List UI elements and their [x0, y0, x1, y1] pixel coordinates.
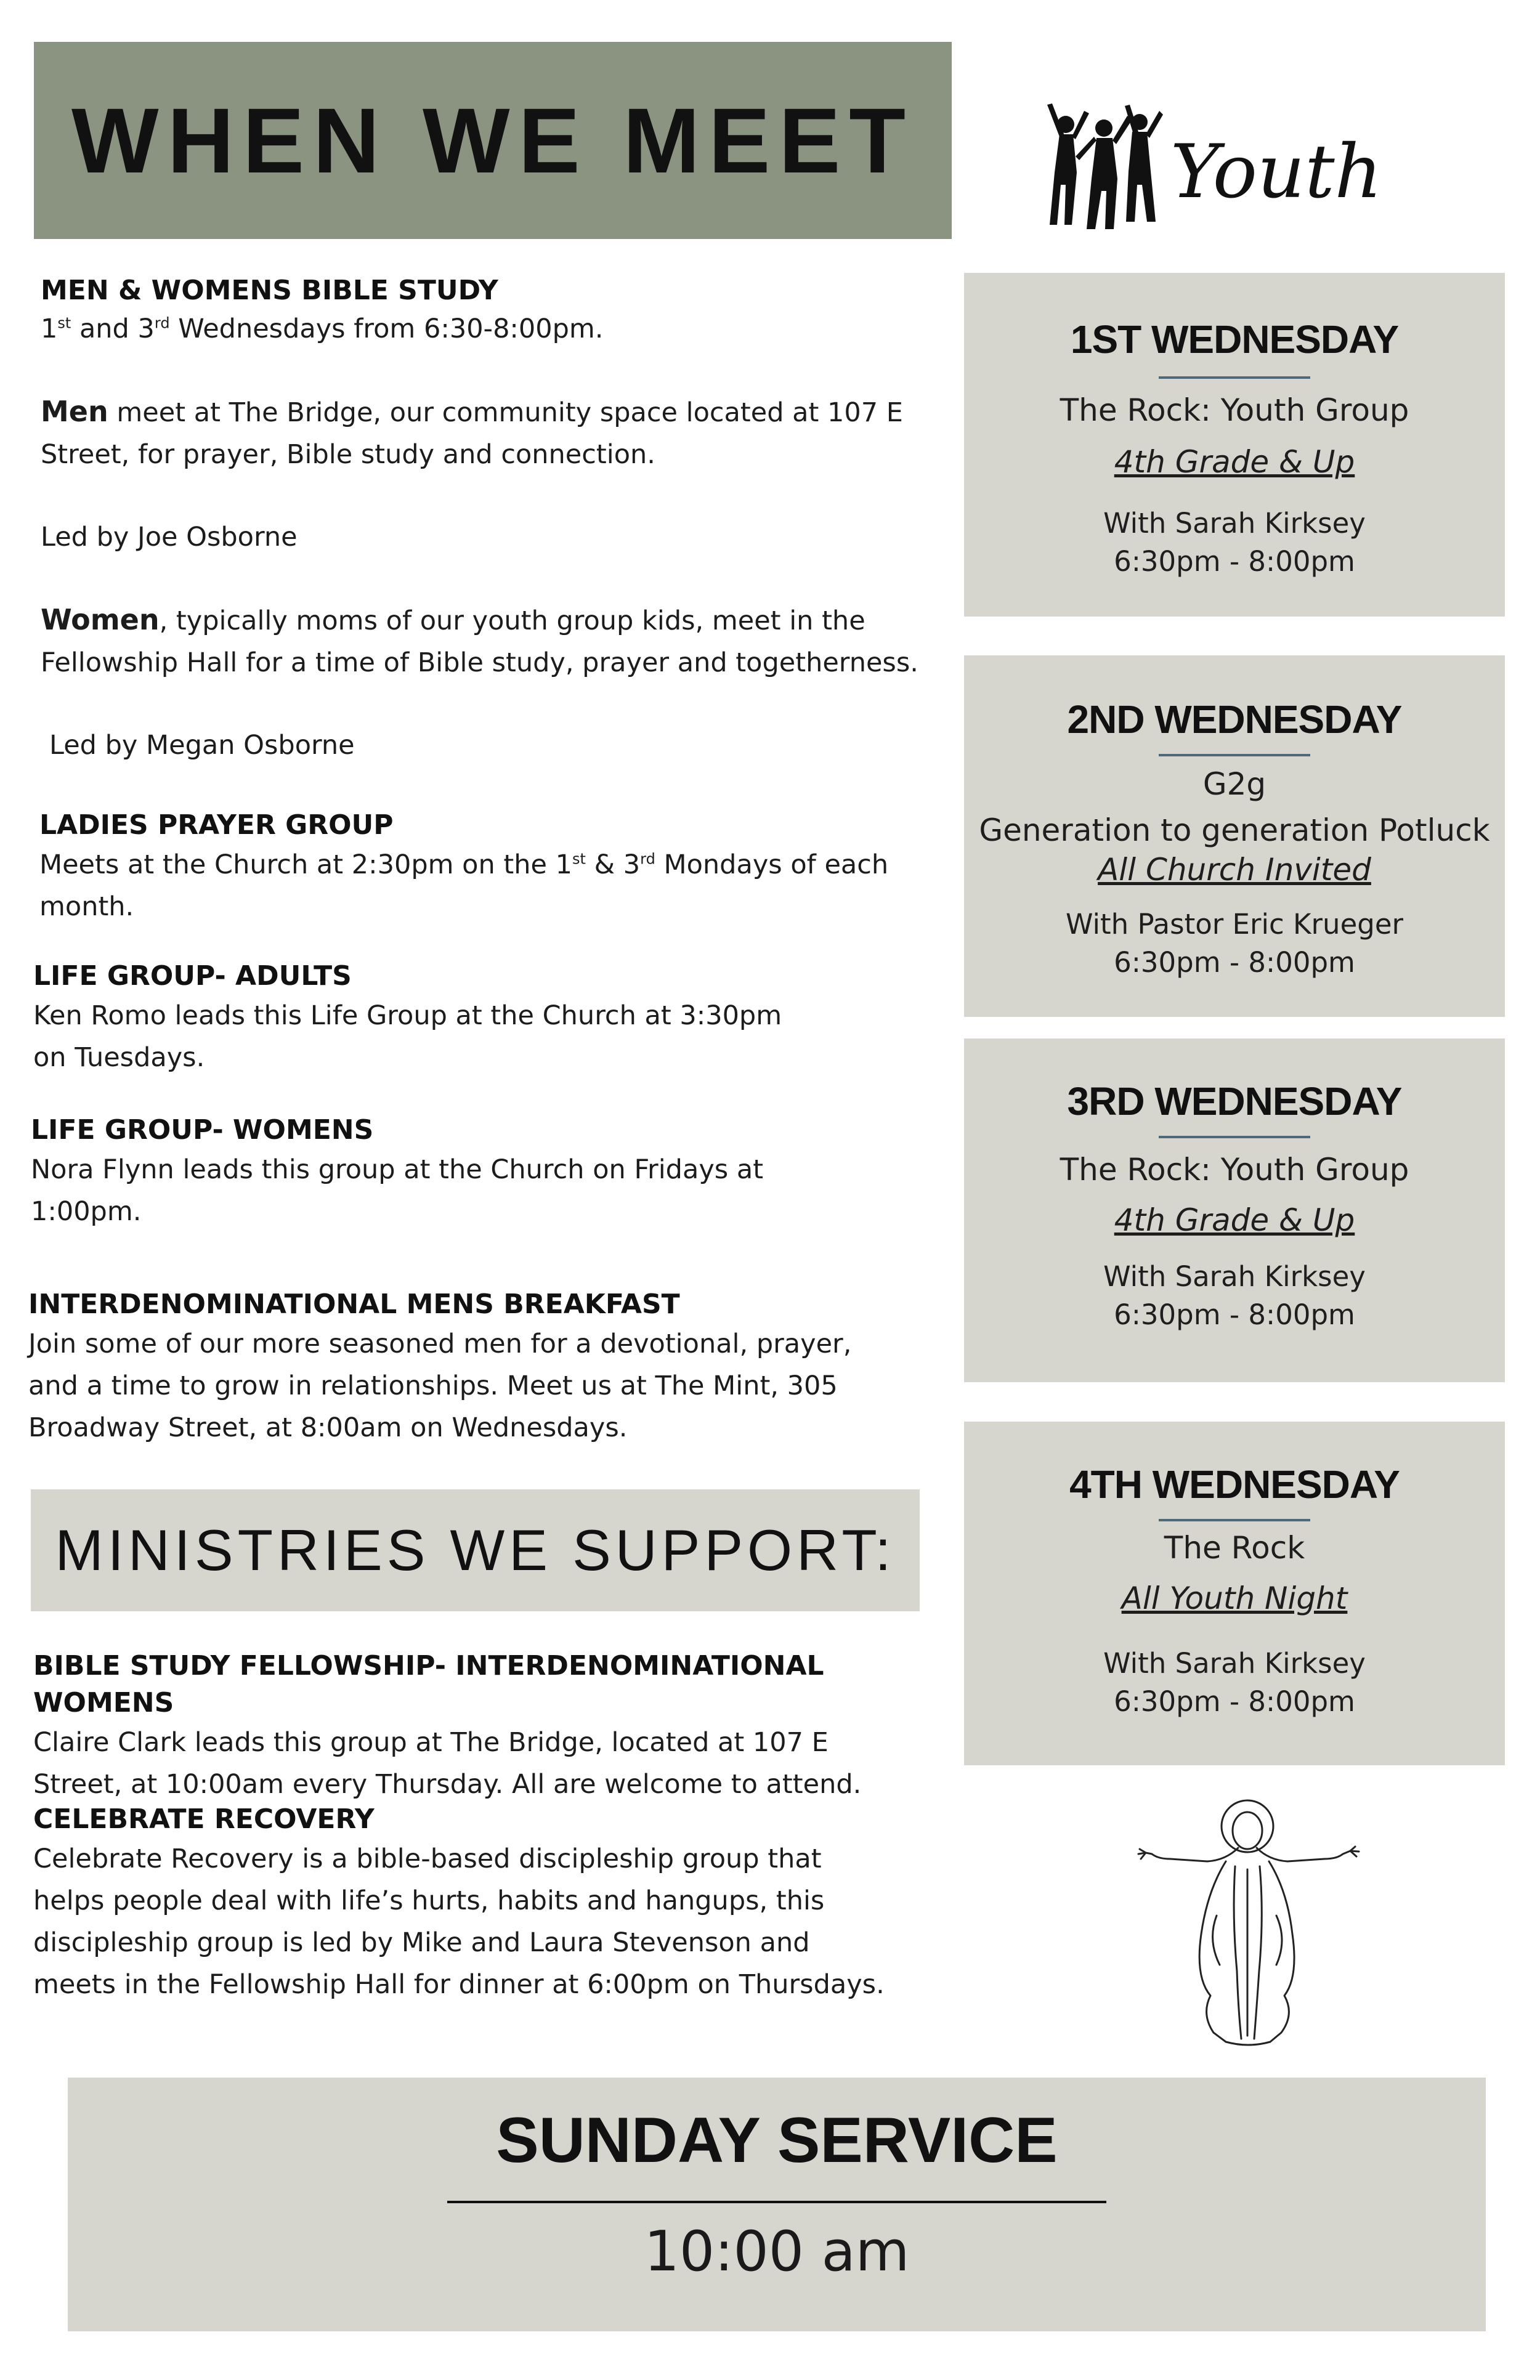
card-line: The Rock: Youth Group [1060, 1152, 1409, 1188]
section-title: LADIES PRAYER GROUP [39, 809, 394, 841]
section-text: Claire Clark leads this group at The Bridge, located at 107 E Street, at 10:00am every Thursday. All are welcome to attend. [33, 1727, 862, 1800]
card-line: The Rock: Youth Group [1060, 392, 1409, 428]
card-title: 3RD WEDNESDAY [1067, 1079, 1402, 1123]
section-title: LIFE GROUP- WOMENS [31, 1114, 374, 1146]
men-description: Men meet at The Bridge, our community space located at 107 E Street, for prayer, Bible study and connection. [41, 395, 903, 470]
section-title: BIBLE STUDY FELLOWSHIP- INTERDENOMINATIONAL WOMENS [33, 1650, 824, 1718]
ministries-title: MINISTRIES WE SUPPORT: [55, 1518, 896, 1582]
section-title: INTERDENOMINATIONAL MENS BREAKFAST [28, 1289, 680, 1320]
page-title: WHEN WE MEET [71, 88, 914, 192]
jumping-people-icon [1041, 99, 1164, 234]
youth-script-word: Youth [1170, 129, 1382, 215]
wednesday-card-1 [964, 273, 1505, 617]
card-leader: With Sarah Kirksey [1103, 507, 1366, 540]
when-we-meet-banner [34, 42, 952, 239]
card-audience: 4th Grade & Up [1114, 1202, 1355, 1238]
mens-breakfast-section [28, 1286, 878, 1449]
wednesday-card-4 [964, 1422, 1505, 1765]
card-audience: 4th Grade & Up [1114, 444, 1355, 480]
wednesday-card-3 [964, 1038, 1505, 1382]
men-leader: Led by Joe Osborne [41, 522, 298, 552]
mens-womens-section [41, 272, 922, 766]
card-line: Generation to generation Potluck [979, 812, 1490, 848]
card-line: The Rock [1164, 1530, 1305, 1566]
sunday-service-title: SUNDAY SERVICE [496, 2105, 1058, 2176]
card-divider [1159, 754, 1310, 756]
card-audience: All Church Invited [1098, 852, 1371, 888]
section-title: MEN & WOMENS BIBLE STUDY [41, 275, 498, 306]
women-description: Women, typically moms of our youth group kids, meet in the Fellowship Hall for a time of Bible study, prayer and togetherness. [41, 603, 918, 678]
section-text: Nora Flynn leads this group at the Church on Fridays at 1:00pm. [31, 1154, 764, 1227]
card-divider [1159, 1136, 1310, 1138]
card-line: G2g [1202, 766, 1266, 802]
sunday-divider [447, 2201, 1106, 2203]
women-leader: Led by Megan Osborne [49, 730, 355, 761]
card-title: 1ST WEDNESDAY [1070, 317, 1399, 362]
sunday-service-panel [68, 2078, 1486, 2331]
life-group-adults-section [33, 958, 809, 1079]
section-text: Join some of our more seasoned men for a devotional, prayer, and a time to grow in relationships. Meet us at The Mint, 305 Broadway Street, at 8:00am on Wednesdays. [28, 1329, 852, 1443]
card-time: 6:30pm - 8:00pm [1114, 946, 1355, 979]
card-time: 6:30pm - 8:00pm [1114, 1685, 1355, 1718]
card-divider [1159, 1519, 1310, 1521]
celebrate-recovery-section [33, 1801, 896, 2006]
card-leader: With Sarah Kirksey [1103, 1260, 1366, 1293]
card-leader: With Sarah Kirksey [1103, 1647, 1366, 1680]
section-text: Celebrate Recovery is a bible-based discipleship group that helps people deal with life’s hurts, habits and hangups, this discipleship group is led by Mike and Laura Stevenson and meets in the Fellowship Hall for dinner at 6:00pm on Thursdays. [33, 1844, 885, 2000]
schedule-text: 1st and 3rd Wednesdays from 6:30-8:00pm. [41, 314, 604, 344]
jesus-line-art-icon [1133, 1792, 1361, 2051]
card-title: 2ND WEDNESDAY [1067, 697, 1402, 742]
sunday-service-time: 10:00 am [644, 2219, 910, 2284]
card-time: 6:30pm - 8:00pm [1114, 1298, 1355, 1331]
section-title: LIFE GROUP- ADULTS [33, 960, 352, 992]
youth-logo [1041, 99, 1411, 246]
bible-study-fellowship-section [33, 1648, 933, 1805]
section-text: Ken Romo leads this Life Group at the Church at 3:30pm on Tuesdays. [33, 1000, 782, 1073]
card-audience: All Youth Night [1121, 1581, 1348, 1616]
card-title: 4TH WEDNESDAY [1069, 1462, 1400, 1507]
ladies-prayer-section [39, 807, 920, 928]
life-group-womens-section [31, 1112, 807, 1232]
card-time: 6:30pm - 8:00pm [1114, 545, 1355, 578]
wednesday-card-2 [964, 655, 1505, 1017]
section-title: CELEBRATE RECOVERY [33, 1803, 375, 1835]
card-leader: With Pastor Eric Krueger [1065, 908, 1404, 941]
section-text: Meets at the Church at 2:30pm on the 1st & 3rd Mondays of each month. [39, 849, 889, 922]
card-divider [1159, 376, 1310, 379]
ministries-banner [31, 1489, 920, 1611]
